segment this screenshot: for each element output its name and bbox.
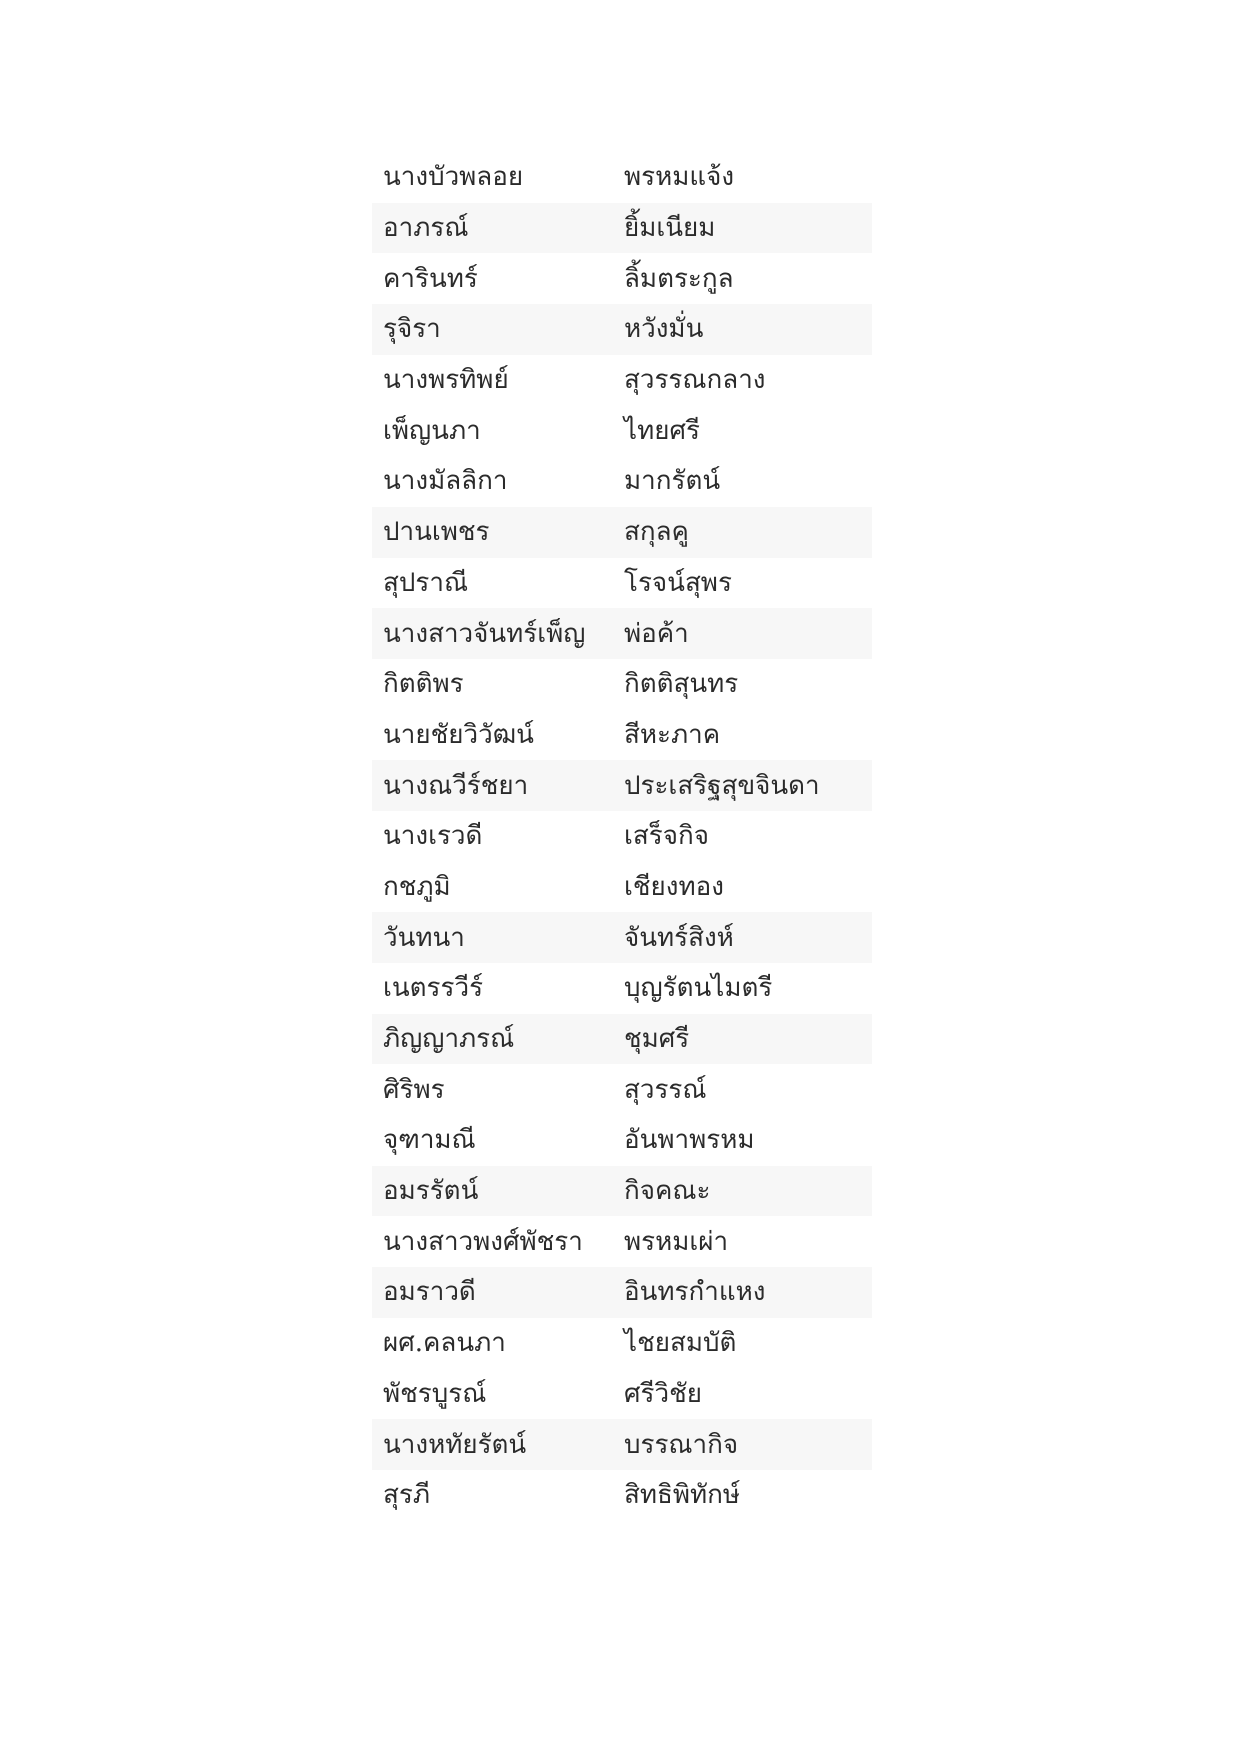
last-name-cell: พ่อค้า [624,618,689,649]
table-row [372,253,872,304]
first-name-cell: เนตรรวีร์ [383,973,484,1004]
first-name-cell: นางหทัยรัตน์ [383,1429,527,1460]
table-row [372,963,872,1014]
table-row [372,659,872,710]
first-name-cell: อมรรัตน์ [383,1176,479,1207]
first-name-cell: ศิริพร [383,1074,445,1105]
last-name-cell: บุญรัตนไมตรี [624,973,773,1004]
first-name-cell: นางสาวพงศ์พัชรา [383,1226,583,1257]
last-name-cell: ไชยสมบัติ [624,1328,737,1359]
last-name-cell: สิทธิพิทักษ์ [624,1480,741,1511]
last-name-cell: กิตติสุนทร [624,669,739,700]
last-name-cell: อันพาพรหม [624,1125,755,1156]
last-name-cell: อินทรกำแหง [624,1277,766,1308]
table-row [372,760,872,811]
first-name-cell: อมราวดี [383,1277,476,1308]
first-name-cell: ผศ.คลนภา [383,1328,506,1359]
last-name-cell: จันทร์สิงห์ [624,922,734,953]
first-name-cell: นางณวีร์ชยา [383,770,529,801]
table-row [372,608,872,659]
first-name-cell: นางบัวพลอย [383,162,524,193]
last-name-cell: เชียงทอง [624,871,724,902]
last-name-cell: ศรีวิชัย [624,1378,702,1409]
first-name-cell: กชภูมิ [383,871,451,902]
last-name-cell: หวังมั่น [624,314,704,345]
first-name-cell: วันทนา [383,922,465,953]
table-row [372,152,872,203]
last-name-cell: สีหะภาค [624,719,721,750]
table-row [372,1369,872,1420]
last-name-cell: ยิ้มเนียม [624,213,716,244]
table-row [372,456,872,507]
table-row [372,1318,872,1369]
table-row [372,1216,872,1267]
first-name-cell: อาภรณ์ [383,213,469,244]
first-name-cell: จุฑามณี [383,1125,476,1156]
last-name-cell: สุวรรณ์ [624,1074,707,1105]
table-row [372,1166,872,1217]
table-row [372,710,872,761]
table-row [372,1267,872,1318]
first-name-cell: นางเรวดี [383,821,483,852]
first-name-cell: สุปราณี [383,567,469,598]
first-name-cell: กิตติพร [383,669,464,700]
first-name-cell: รุจิรา [383,314,441,345]
first-name-cell: พัชรบูรณ์ [383,1378,487,1409]
last-name-cell: สกุลคู [624,517,689,548]
table-row [372,304,872,355]
last-name-cell: พรหมเผ่า [624,1226,729,1257]
last-name-cell: ประเสริฐสุขจินดา [624,770,820,801]
table-row [372,1419,872,1470]
last-name-cell: พรหมแจ้ง [624,162,735,193]
last-name-cell: ลิ้มตระกูล [624,263,734,294]
last-name-cell: โรจน์สุพร [624,567,732,598]
first-name-cell: นางมัลลิกา [383,466,508,497]
last-name-cell: มากรัตน์ [624,466,721,497]
table-row [372,405,872,456]
table-row [372,1014,872,1065]
table-row [372,811,872,862]
last-name-cell: เสร็จกิจ [624,821,709,852]
first-name-cell: คารินทร์ [383,263,478,294]
first-name-cell: นางสาวจันทร์เพ็ญ [383,618,586,649]
last-name-cell: สุวรรณกลาง [624,365,766,396]
first-name-cell: นายชัยวิวัฒน์ [383,719,534,750]
table-row [372,558,872,609]
table-row [372,912,872,963]
table-row [372,1064,872,1115]
first-name-cell: เพ็ญนภา [383,415,481,446]
table-row [372,862,872,913]
first-name-cell: นางพรทิพย์ [383,365,509,396]
first-name-cell: ภิญญาภรณ์ [383,1024,515,1055]
name-table [372,152,872,1521]
last-name-cell: บรรณากิจ [624,1429,739,1460]
table-row [372,507,872,558]
first-name-cell: สุรภี [383,1480,430,1511]
table-row [372,203,872,254]
table-row [372,1470,872,1521]
last-name-cell: กิจคณะ [624,1176,711,1207]
first-name-cell: ปานเพชร [383,517,490,548]
table-row [372,355,872,406]
last-name-cell: ไทยศรี [624,415,700,446]
last-name-cell: ชุมศรี [624,1024,690,1055]
table-row [372,1115,872,1166]
